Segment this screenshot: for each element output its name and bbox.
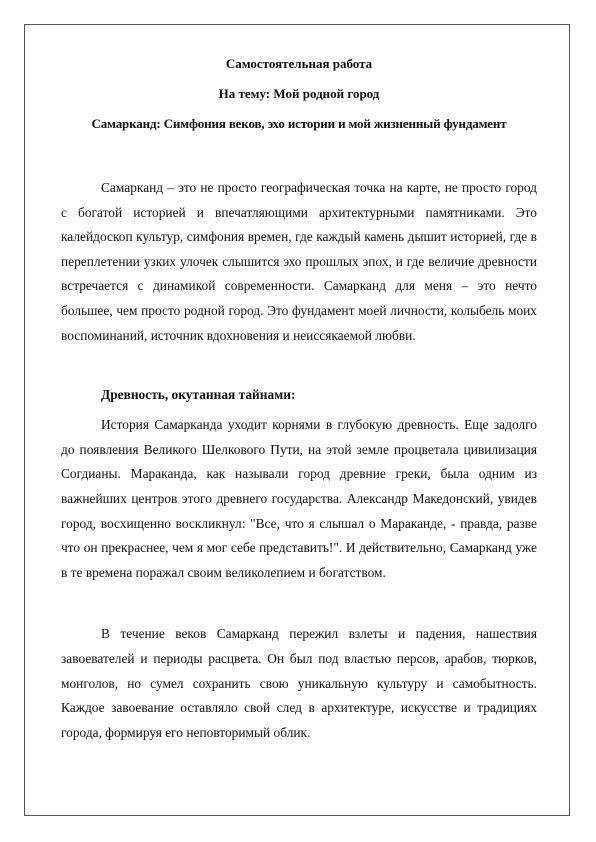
document-title: Самостоятельная работа <box>225 56 373 71</box>
spacer <box>61 132 537 176</box>
section-heading: Древность, окутанная тайнами: <box>101 387 296 403</box>
spacer <box>61 405 537 413</box>
centuries-paragraph: В течение веков Самарканд пережил взлеты и падения, нашествия завоевателей и периоды расцвета. Он был под властью персов, арабов, тюрков, монголов, но сумел сохранить свою уникальную культуру и самобытность. Каждое завоевание оставляло свой след в архитектуре, искусстве и традициях города, формируя его неповторимый облик. <box>61 626 537 740</box>
spacer <box>61 348 537 385</box>
document-subtitle: Самарканд: Симфония веков, эхо истории и мой жизненный фундамент <box>91 116 507 131</box>
spacer <box>61 585 537 622</box>
document-body <box>61 56 537 745</box>
document-topic: На тему: Мой родной город <box>218 86 380 101</box>
history-paragraph: История Самарканда уходит корнями в глубокую древность. Еще задолго до появления Великого Шелкового Пути, на этой земле процветала цивилизация Согдианы. Мараканда, как называли город древние греки, была одним из важнейших центров этого древнего государства. Александр Македонский, увидев город, восхищенно воскликнул: "Все, что я слышал о Мараканде, - правда, разве что он прекраснее, чем я мог себе представить!". И действительно, Самарканд уже в те времена поражал своим великолепием и богатством. <box>61 417 537 580</box>
intro-paragraph: Самарканд – это не просто географическая точка на карте, не просто город с богатой историей и впечатляющими архитектурными памятниками. Это калейдоскоп культур, симфония времен, где каждый камень дышит историей, где в переплетении узких улочек слышится эхо прошлых эпох, и где величие древности встречается с динамикой современности. Самарканд для меня – это нечто большее, чем просто родной город. Это фундамент моей личности, колыбель моих воспоминаний, источник вдохновения и неиссякаемой любви. <box>61 180 537 343</box>
